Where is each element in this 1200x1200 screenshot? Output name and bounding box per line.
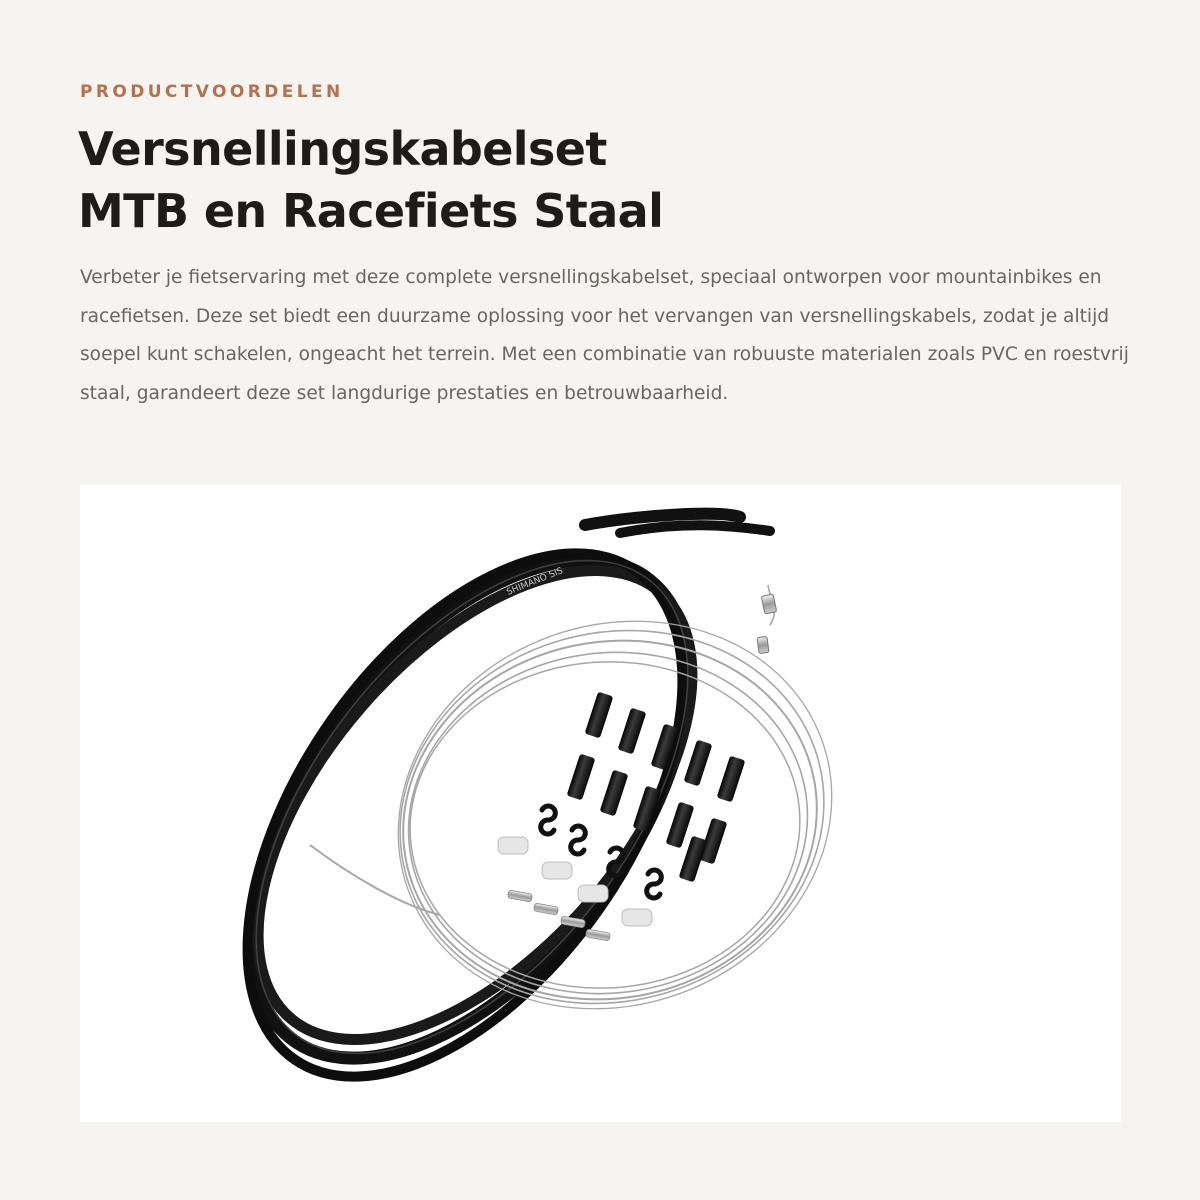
- cable-end-nipples: [757, 594, 777, 654]
- housing-print-text: SHIMANO SIS: [505, 566, 565, 598]
- product-title-line-2: MTB en Racefiets Staal: [78, 184, 664, 238]
- product-description: Verbeter je fietservaring met deze complete versnellingskabelset, speciaal ontworpen voor mountainbikes en racefietsen. Deze set biedt een duurzame oplossing voor het vervangen van versnellingskabels, zodat je altijd soepel kunt schakelen, ongeacht het terrein. Met een combinatie van robuuste materialen zoals PVC en roestvrij staal, garandeert deze set langdurige prestaties en betrouwbaarheid.: [80, 267, 1129, 404]
- product-image: [80, 485, 1121, 1122]
- product-title-line-1: Versnellingskabelset: [78, 122, 607, 176]
- housing-ferrules: [567, 692, 746, 883]
- cable-set-illustration: [80, 485, 1121, 1122]
- product-title: [78, 118, 663, 242]
- section-eyebrow: PRODUCTVOORDELEN: [80, 82, 344, 102]
